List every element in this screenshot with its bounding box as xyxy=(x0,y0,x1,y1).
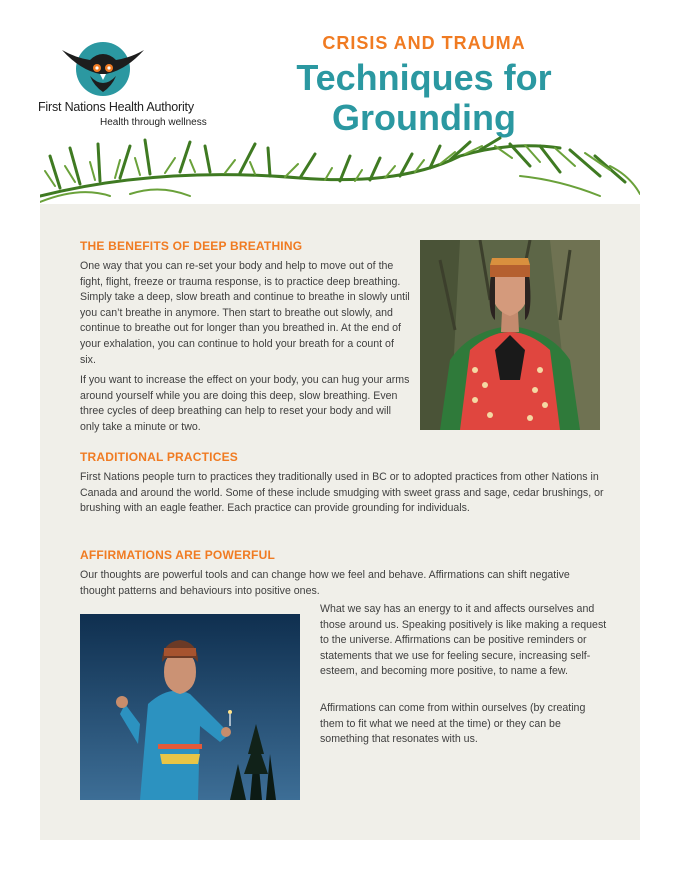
org-tagline: Health through wellness xyxy=(100,117,207,128)
title-line-1: Techniques for xyxy=(296,57,552,98)
page-header xyxy=(0,0,680,205)
eagle-logo-icon xyxy=(60,40,146,98)
traditional-heading: TRADITIONAL PRACTICES xyxy=(80,450,238,464)
breathing-paragraph-2: If you want to increase the effect on your body, you can hug your arms around yourself while you are doing this deep, slow breathing. Even three cycles of deep breathing can help to reset your body and will only take a minute or two. xyxy=(80,374,410,433)
traditional-paragraph: First Nations people turn to practices they traditionally used in BC or to adopted practices from other Nations in Canada and around the world. Some of these include smudging with sweet grass and sage, cedar brushings, or brushing with an eagle feather. Each practice can provide grounding for individuals. xyxy=(80,471,604,515)
breathing-paragraph-1: One way that you can re-set your body and help to move out of the fight, flight, freeze or trauma response, is to practice deep breathing. Simply take a deep, slow breath and continue to breathe in slowly until you can’t breathe in anymore. Then start to breathe out slowly, and continue to breathe out for longer than you breathed in. At the end of your exhalation, you can continue to hold your breath for a count of six. xyxy=(80,260,410,366)
affirmations-girl-photo xyxy=(80,614,300,800)
eyebrow-label: CRISIS AND TRAUMA xyxy=(322,33,526,53)
breathing-heading: THE BENEFITS OF DEEP BREATHING xyxy=(80,239,303,253)
content-panel xyxy=(40,204,640,840)
cedar-branch-illustration xyxy=(40,136,640,206)
fnha-logo xyxy=(38,40,218,130)
affirmations-paragraph-1: Our thoughts are powerful tools and can change how we feel and behave. Affirmations can shift negative thought patterns and behaviours into positive ones. xyxy=(80,569,570,597)
title-line-2: Grounding xyxy=(332,97,516,138)
affirmations-paragraph-2: What we say has an energy to it and affects ourselves and those around us. Speaking positively is like making a request to the universe. Affirmations can be positive reminders or statements that we use for feeling secure, increasing self-esteem, and becoming more positive, to name a few. xyxy=(320,603,607,678)
breathing-woman-photo xyxy=(420,240,600,430)
org-name: First Nations Health Authority xyxy=(38,100,194,114)
affirmations-heading: AFFIRMATIONS ARE POWERFUL xyxy=(80,548,275,562)
affirmations-paragraph-3: Affirmations can come from within ourselves (by creating them to fit what we need at the time) or they can be something that resonates with us. xyxy=(320,702,586,746)
page-title xyxy=(244,58,604,138)
